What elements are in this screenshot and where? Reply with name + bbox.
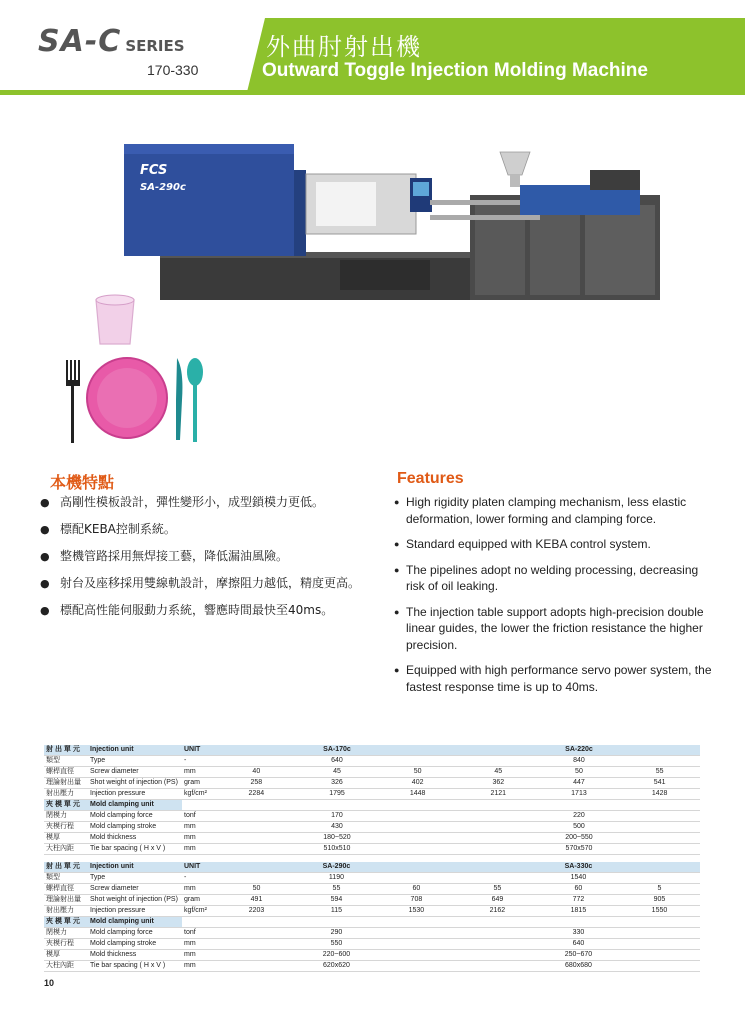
table-cell: mm	[184, 845, 196, 852]
table-cell: Tie bar spacing ( H x V )	[90, 845, 166, 852]
table-cell: 模厚	[46, 951, 60, 958]
table-cell: 閉模力	[46, 929, 67, 936]
table-row	[44, 767, 700, 778]
table-cell: 447	[573, 779, 585, 786]
table-cell: SA-170c	[216, 745, 458, 756]
table-cell: 55	[493, 885, 502, 892]
table-row	[44, 928, 700, 939]
table-cell: 200~550	[565, 834, 593, 841]
table-cell: Screw diameter	[90, 768, 139, 775]
table-cell: Mold clamping force	[90, 812, 153, 819]
table-cell: 1190	[328, 874, 344, 881]
table-cell: mm	[184, 834, 196, 841]
table-cell	[216, 756, 297, 767]
table-cell: gram	[184, 896, 200, 903]
table-cell: Injection unit	[88, 862, 182, 873]
table-cell: UNIT	[182, 862, 216, 873]
title-chinese: 外曲肘射出機	[266, 33, 422, 61]
table-cell: 夾 模 單 元	[44, 917, 88, 928]
table-cell	[216, 873, 297, 884]
machine-logo: FCS	[140, 163, 168, 178]
table-cell: Screw diameter	[90, 885, 139, 892]
table-cell: 夾 模 單 元	[44, 800, 88, 811]
table-cell: 2162	[489, 907, 506, 914]
table-cell: 180~520	[323, 834, 351, 841]
table-cell: 射 出 單 元	[44, 745, 88, 756]
list-item: ● The pipelines adopt no welding processing, decreasing risk of oil leaking.	[394, 562, 714, 595]
spec-table-290-330	[44, 862, 700, 972]
table-cell	[619, 873, 700, 884]
table-cell: kgf/cm²	[184, 790, 207, 797]
list-item: ● 射台及座移採用雙線軌設計，摩擦阻力越低，精度更高。	[36, 575, 366, 592]
table-cell: 2284	[248, 790, 265, 797]
table-row	[44, 939, 700, 950]
table-cell: 330	[572, 929, 585, 936]
list-item: ● Standard equipped with KEBA control system.	[394, 536, 714, 553]
table-cell: 螺桿直徑	[46, 768, 74, 775]
table-cell: Tie bar spacing ( H x V )	[90, 962, 166, 969]
table-cell: 220	[573, 812, 585, 819]
table-row	[44, 778, 700, 789]
table-cell: Mold clamping force	[90, 929, 153, 936]
table-cell: 射出壓力	[46, 907, 74, 914]
brand-series: SERIES	[125, 37, 185, 55]
table-cell: 60	[574, 885, 583, 892]
table-cell: Shot weight of injection (PS)	[90, 896, 178, 903]
table-cell: 1550	[651, 907, 668, 914]
table-cell: tonf	[184, 929, 196, 936]
table-cell: Shot weight of injection (PS)	[90, 779, 178, 786]
title-english: Outward Toggle Injection Molding Machine	[262, 60, 648, 81]
table-cell: 840	[573, 757, 585, 764]
table-cell: -	[184, 757, 187, 764]
table-cell	[216, 800, 458, 811]
product-sample-image	[60, 290, 220, 450]
table-cell: 541	[653, 779, 666, 786]
table-cell: kgf/cm²	[184, 907, 207, 914]
brand-sa: SA-	[38, 24, 99, 59]
table-cell: Mold clamping stroke	[90, 940, 157, 947]
table-cell: 55	[332, 885, 341, 892]
table-cell	[377, 756, 458, 767]
table-row	[44, 811, 700, 822]
features-cn-list	[36, 494, 366, 629]
table-cell: Mold clamping stroke	[90, 823, 157, 830]
table-cell: 1540	[570, 874, 587, 881]
table-cell: 理論射出量	[46, 896, 81, 903]
table-row	[44, 745, 700, 756]
table-cell: mm	[184, 940, 196, 947]
features-en-list	[394, 494, 714, 704]
table-row	[44, 822, 700, 833]
table-row	[44, 800, 700, 811]
table-row	[44, 906, 700, 917]
table-row	[44, 884, 700, 895]
table-row	[44, 756, 700, 767]
list-item: ● 標配KEBA控制系統。	[36, 521, 366, 538]
table-cell: 1713	[571, 790, 587, 797]
table-cell: UNIT	[182, 745, 216, 756]
table-cell: 夾模行程	[46, 823, 74, 830]
table-cell: mm	[184, 885, 196, 892]
table-cell: 1815	[570, 907, 587, 914]
table-cell: 362	[492, 779, 505, 786]
features-cn-title: 本機特點	[50, 473, 115, 492]
page-header	[0, 0, 745, 95]
table-cell: 類型	[46, 874, 60, 881]
table-cell: 1448	[409, 790, 426, 797]
table-cell: Mold thickness	[90, 951, 137, 958]
brand-logo	[38, 24, 185, 64]
list-item: ● Equipped with high performance servo power system, the fastest response time is up to 40ms.	[394, 662, 714, 695]
list-item: ● High rigidity platen clamping mechanism, less elastic deformation, lower forming and clamping force.	[394, 494, 714, 527]
table-row	[44, 862, 700, 873]
table-cell	[457, 873, 538, 884]
header-rule	[0, 90, 745, 95]
table-cell: 5	[657, 885, 662, 892]
table-cell: tonf	[184, 812, 196, 819]
table-cell: 620x620	[323, 962, 350, 969]
machine-image	[110, 140, 670, 310]
table-cell: 640	[331, 757, 343, 764]
table-cell: 680x680	[565, 962, 592, 969]
list-item: ● 整機管路採用無焊接工藝，降低漏油風險。	[36, 548, 366, 565]
table-cell: 1795	[329, 790, 345, 797]
table-cell: 射 出 單 元	[44, 862, 88, 873]
page-number: 10	[44, 978, 55, 988]
model-range: 170-330	[147, 62, 199, 78]
table-cell: 60	[412, 885, 421, 892]
table-cell: 40	[252, 768, 261, 775]
table-cell: 類型	[46, 757, 60, 764]
table-cell: Mold thickness	[90, 834, 137, 841]
table-cell: 55	[655, 768, 664, 775]
table-cell: 2203	[248, 907, 265, 914]
table-row	[44, 833, 700, 844]
table-cell: 1530	[408, 907, 425, 914]
table-cell	[458, 756, 539, 767]
table-cell: 45	[494, 768, 503, 775]
table-cell: SA-220c	[458, 745, 700, 756]
table-cell: mm	[184, 823, 196, 830]
table-cell: gram	[184, 779, 200, 786]
table-cell: SA-290c	[216, 862, 457, 873]
table-row	[44, 961, 700, 972]
table-cell: 夾模行程	[46, 940, 74, 947]
table-row	[44, 873, 700, 884]
table-cell: 大柱內距	[46, 962, 74, 969]
list-item: ● 高剛性模板設計，彈性變形小，成型鎖模力更低。	[36, 494, 366, 511]
table-cell: 708	[410, 896, 423, 903]
table-cell: 250~670	[564, 951, 593, 958]
list-item: ● 標配高性能伺服動力系統，響應時間最快至40ms。	[36, 602, 366, 619]
table-cell: Type	[90, 757, 106, 764]
table-cell: 258	[250, 779, 263, 786]
table-cell: mm	[184, 768, 196, 775]
table-cell: 326	[331, 779, 343, 786]
table-cell: 649	[491, 896, 504, 903]
table-cell: 510x510	[323, 845, 351, 852]
table-cell: 550	[330, 940, 343, 947]
table-cell: Injection unit	[88, 745, 182, 756]
table-cell: 220~600	[322, 951, 351, 958]
machine-model: SA-290c	[140, 182, 186, 193]
table-cell: 50	[575, 768, 583, 775]
table-cell: Mold clamping unit	[88, 800, 182, 811]
list-item: ● The injection table support adopts high-precision double linear guides, the lower the friction resistance the higher precision.	[394, 604, 714, 654]
table-row	[44, 844, 700, 855]
table-row	[44, 950, 700, 961]
table-cell	[216, 917, 457, 928]
table-cell: 45	[333, 768, 341, 775]
table-cell: 50	[252, 885, 261, 892]
table-cell: 2121	[490, 790, 507, 797]
table-cell: 閉模力	[46, 812, 67, 819]
table-cell: 螺桿直徑	[46, 885, 74, 892]
table-cell: Type	[90, 874, 106, 881]
table-cell: -	[184, 874, 187, 881]
table-cell: 594	[330, 896, 343, 903]
table-cell: Mold clamping unit	[88, 917, 182, 928]
features-en-title: Features	[397, 470, 464, 487]
table-cell	[457, 917, 700, 928]
table-cell: 570x570	[565, 845, 593, 852]
table-cell: mm	[184, 962, 196, 969]
table-cell: 430	[331, 823, 343, 830]
table-row	[44, 917, 700, 928]
table-cell: 905	[653, 896, 666, 903]
table-cell: 640	[572, 940, 585, 947]
table-cell: 射出壓力	[46, 790, 74, 797]
table-cell: 理論射出量	[46, 779, 81, 786]
table-cell	[619, 756, 700, 767]
spec-table-170-220	[44, 745, 700, 855]
table-cell: Injection pressure	[90, 907, 146, 914]
table-cell	[182, 800, 216, 811]
table-cell: 772	[572, 896, 585, 903]
table-cell: 500	[573, 823, 585, 830]
table-cell: 115	[330, 907, 343, 914]
table-cell: mm	[184, 951, 196, 958]
table-cell	[182, 917, 216, 928]
table-cell: 170	[331, 812, 343, 819]
table-cell: 50	[413, 768, 422, 775]
table-row	[44, 895, 700, 906]
table-cell: 1428	[651, 790, 668, 797]
table-cell	[376, 873, 457, 884]
table-cell: SA-330c	[457, 862, 700, 873]
table-cell	[458, 800, 700, 811]
table-cell: 402	[411, 779, 424, 786]
brand-c: C	[98, 24, 122, 59]
table-cell: 290	[330, 929, 343, 936]
table-cell: 模厚	[46, 834, 60, 841]
table-cell: Injection pressure	[90, 790, 146, 797]
table-row	[44, 789, 700, 800]
table-cell: 491	[250, 896, 263, 903]
table-cell: 大柱內距	[46, 845, 74, 852]
